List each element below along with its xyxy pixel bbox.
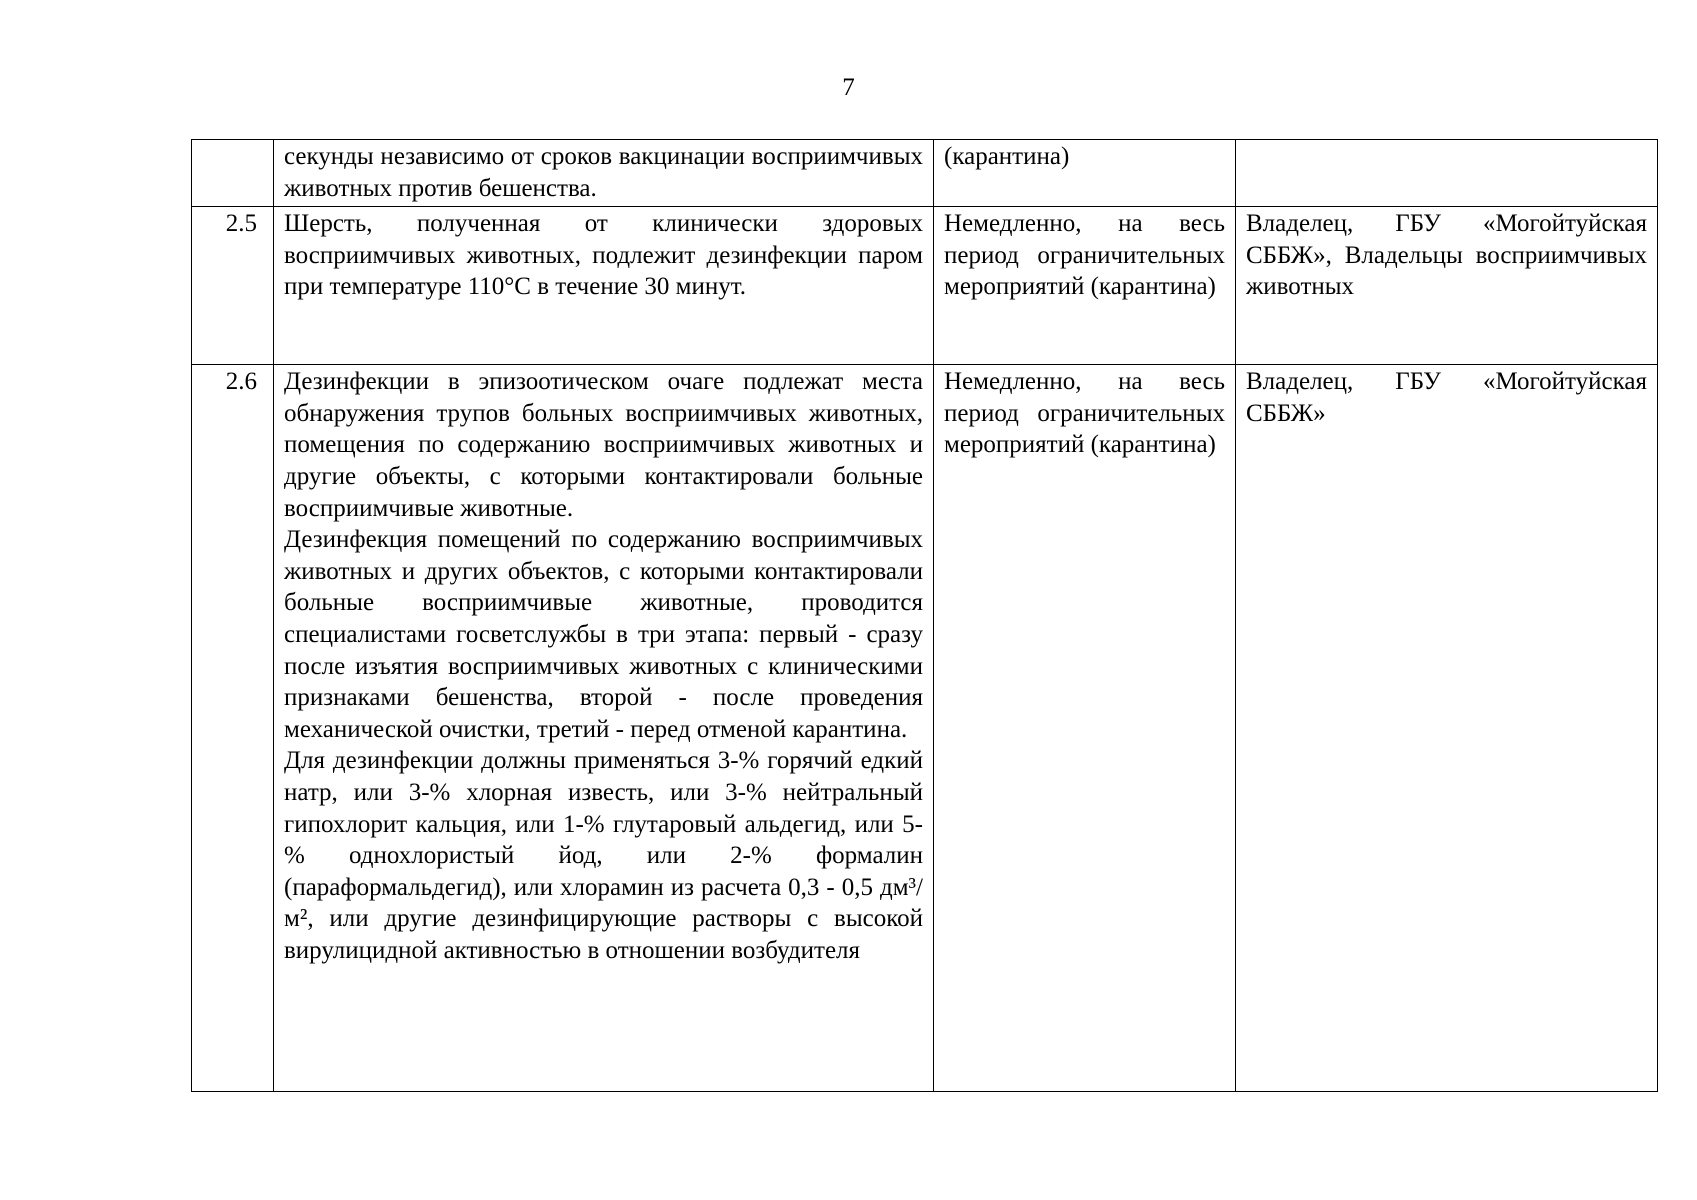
measure-paragraph: Для дезинфекции должны применяться 3-% горячий едкий натр, или 3-% хлорная известь, или 3-% нейтральный гипохлорит кальция, или 1-% глутаровый альдегид, или 5-% однохлористый йод, или 2-% формалин (параформальдегид), или хлорамин из расчета 0,3 - 0,5 дм³/м², или другие дезинфицирующие растворы с высокой вирулицидной активностью в отношении возбудителя (284, 747, 923, 964)
table-row (192, 207, 1658, 365)
responsible-cell: Владелец, ГБУ «Могойтуйская СББЖ», Владельцы восприимчивых животных (1236, 207, 1658, 365)
term-cell: (карантина) (934, 140, 1236, 207)
page-number: 7 (842, 74, 855, 101)
item-number-cell (192, 140, 274, 207)
measure-paragraph: Дезинфекции в эпизоотическом очаге подлежат места обнаружения трупов больных восприимчивых животных, помещения по содержанию восприимчивых животных и другие объекты, с которыми контактировали больные восприимчивые животные. (284, 368, 923, 522)
measure-paragraph: Дезинфекция помещений по содержанию восприимчивых животных и других объектов, с которыми контактировали больные восприимчивые животные, проводится специалистами госветслужбы в три этапа: первый - сразу после изъятия восприимчивых животных с клиническими признаками бешенства, второй - после проведения механической очистки, третий - перед отменой карантина. (284, 526, 923, 743)
responsible-cell: Владелец, ГБУ «Могойтуйская СББЖ» (1236, 365, 1658, 1092)
term-cell: Немедленно, на весь период ограничительных мероприятий (карантина) (934, 207, 1236, 365)
table-row (192, 140, 1658, 207)
item-number-cell: 2.5 (192, 207, 274, 365)
measure-cell (274, 140, 934, 207)
measure-text: секунды независимо от сроков вакцинации восприимчивых животных против бешенства. (284, 143, 923, 202)
term-cell: Немедленно, на весь период ограничительных мероприятий (карантина) (934, 365, 1236, 1092)
responsible-cell (1236, 140, 1658, 207)
measure-cell (274, 365, 934, 1092)
measures-table (191, 139, 1658, 1092)
table-row (192, 365, 1658, 1092)
measure-cell (274, 207, 934, 365)
item-number-cell: 2.6 (192, 365, 274, 1092)
measure-text: Шерсть, полученная от клинически здоровых восприимчивых животных, подлежит дезинфекции паром при температуре 110°С в течение 30 минут. (284, 210, 923, 301)
